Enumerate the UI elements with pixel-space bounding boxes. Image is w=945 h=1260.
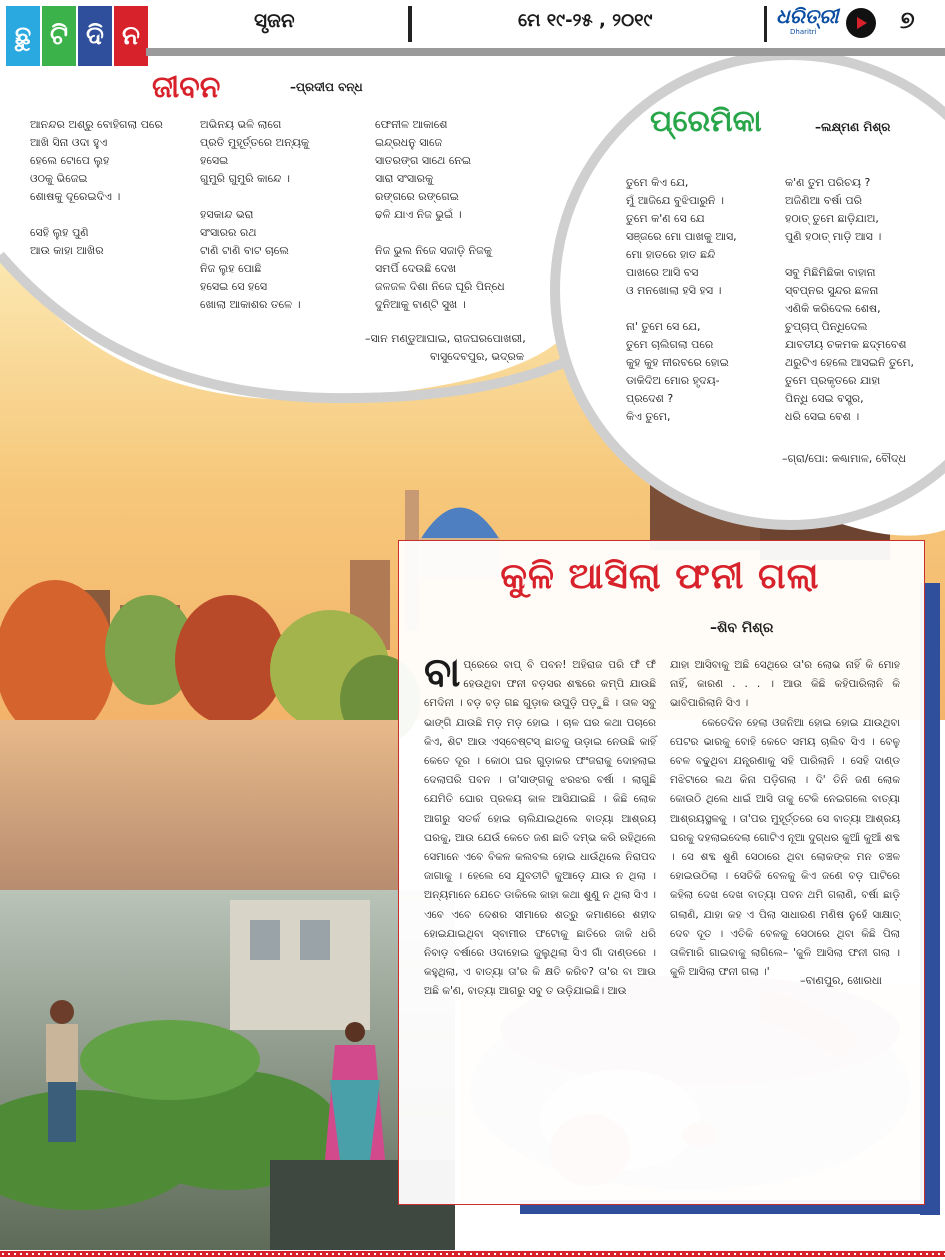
footer-bar [0, 1249, 945, 1260]
footer-dot [674, 1253, 676, 1255]
footer-dot [50, 1253, 52, 1255]
footer-dot [260, 1253, 262, 1255]
poem-line: ଦୁନିଆକୁ ବାଣ୍ଟି ସୁଖ । [375, 298, 466, 311]
footer-dot [602, 1253, 604, 1255]
story-column [670, 656, 900, 982]
stanza-break [375, 224, 505, 242]
footer-dot [788, 1253, 790, 1255]
footer-dot [224, 1253, 226, 1255]
footer-dot [920, 1253, 922, 1255]
footer-dot [734, 1253, 736, 1255]
footer-dot [344, 1253, 346, 1255]
footer-dot [872, 1253, 874, 1255]
story-title: କୁଳି ଆସିଲା ଫନୀ ଗଲା [500, 556, 820, 597]
footer-dot [428, 1253, 430, 1255]
logo-letter: ଦି [78, 6, 112, 66]
brand-subtitle: Dharitri [790, 28, 817, 36]
footer-dot [518, 1253, 520, 1255]
footer-dot [32, 1253, 34, 1255]
footer-dot [710, 1253, 712, 1255]
footer-dot [932, 1253, 934, 1255]
footer-dot [134, 1253, 136, 1255]
footer-dot [848, 1253, 850, 1255]
poem-line: ଗୁମୁରି ଗୁମୁରି କାନ୍ଦେ । [200, 172, 290, 185]
poem-column [30, 116, 163, 260]
poem-line: ନିଜ ଲୁହ ପୋଛି [200, 262, 262, 275]
footer-dot [158, 1253, 160, 1255]
footer-dot [470, 1253, 472, 1255]
footer-dot [902, 1253, 904, 1255]
poem-place-premika: –ଗ୍ରା/ପୋ: କଣ୍ଢାମାଳ, ବୌଦ୍ଧ [782, 452, 907, 465]
poem-line: ସଂସାରର ରଥ [200, 226, 257, 239]
logo-letter: ନ [114, 6, 148, 66]
footer-dot [686, 1253, 688, 1255]
footer-dot [116, 1253, 118, 1255]
footer-dot [836, 1253, 838, 1255]
footer-dot [536, 1253, 538, 1255]
footer-dot [620, 1253, 622, 1255]
poem-place-jeebana: –ସାନ ମଣ୍ଡୁଆଘାଇ, ରାଜଘରପୋଖରୀ, [365, 332, 526, 345]
footer-dot [914, 1253, 916, 1255]
poem-line: ହଠାତ୍ ତୁମେ ଛାଡ଼ିଯାଅ, [785, 212, 879, 225]
footer-dot [20, 1253, 22, 1255]
footer-dot [356, 1253, 358, 1255]
poem-line: ଆନନ୍ଦର ଅଶ୍ରୁ ବୋହିଗଲା ପରେ [30, 118, 163, 131]
footer-dot [302, 1253, 304, 1255]
footer-dot [422, 1253, 424, 1255]
footer-dot [590, 1253, 592, 1255]
footer-dot [560, 1253, 562, 1255]
poem-author-premika: –ଲକ୍ଷ୍ମଣ ମିଶ୍ର [815, 120, 891, 134]
footer-dot [830, 1253, 832, 1255]
footer-dot [626, 1253, 628, 1255]
footer-dot [584, 1253, 586, 1255]
footer-dot [74, 1253, 76, 1255]
footer-dot [740, 1253, 742, 1255]
poem-line: ଆଖି ସିନା ଓଦା ହୁଏ [30, 136, 108, 149]
footer-dot [614, 1253, 616, 1255]
footer-dot [680, 1253, 682, 1255]
footer-dot [824, 1253, 826, 1255]
footer-dot [692, 1253, 694, 1255]
poem-line: ଅଜିଣିଆ ବର୍ଷା ପରି [785, 194, 862, 207]
poem-line: ହସେଇ [200, 154, 229, 167]
footer-dot [122, 1253, 124, 1255]
issue-date: ମେ ୧୯-୨୫ , ୨୦୧୯ [518, 10, 653, 31]
poem-line: ହେଲେ ଟୋପେ ଲୁହ [30, 154, 110, 167]
footer-dot [218, 1253, 220, 1255]
poem-line: ମୁଁ ଆଜିଯେ ବୁଝିପାରୁନି । [626, 194, 724, 207]
footer-dot [650, 1253, 652, 1255]
footer-dot [572, 1253, 574, 1255]
footer-dot [230, 1253, 232, 1255]
poem-author-jeebana: –ପ୍ରଦୀପ ବନ୍ଧ [290, 80, 363, 94]
footer-dot [248, 1253, 250, 1255]
footer-dot [332, 1253, 334, 1255]
footer-dot [242, 1253, 244, 1255]
footer-dot [350, 1253, 352, 1255]
footer-dot [152, 1253, 154, 1255]
footer-dot [764, 1253, 766, 1255]
stanza-break [785, 246, 914, 264]
footer-dot [806, 1253, 808, 1255]
poem-line: ପୁଣି ହଠାତ୍ ମାଡ଼ି ଆସ । [785, 230, 882, 243]
footer-dot [446, 1253, 448, 1255]
poem-line: ସବୁ ମିଛିମିଛିକା ବାହାନା [785, 266, 876, 279]
drop-cap: ବା [424, 650, 461, 696]
footer-dot [860, 1253, 862, 1255]
logo-letter: ଟି [42, 6, 76, 66]
footer-dot [890, 1253, 892, 1255]
story-place: –ବାଣପୁର, ଖୋରଧା [800, 974, 882, 987]
footer-dot [296, 1253, 298, 1255]
poem-line: ଓ ମନଖୋଲା ହସି ହସ । [626, 284, 722, 297]
footer-dot [488, 1253, 490, 1255]
stanza-break [626, 300, 737, 318]
footer-dot [464, 1253, 466, 1255]
footer-dot [644, 1253, 646, 1255]
poem-line: ଡାକିଦିଅ ମୋର ହୃଦୟ- [626, 374, 720, 387]
poem-line: ଥରୁଟିଏ ହେଲେ ଆସଇନି ତୁମେ, [785, 356, 915, 369]
footer-dot [752, 1253, 754, 1255]
footer-dot [410, 1253, 412, 1255]
poem-line: ଏଣିକି କରିଦେଲ ଶେଷ, [785, 302, 881, 315]
masthead [0, 0, 945, 70]
footer-dot [188, 1253, 190, 1255]
poem-line: ନା' ତୁମେ ସେ ଯେ, [626, 320, 701, 333]
poem-line: କିଏ ତୁମେ, [626, 410, 671, 423]
footer-dot [170, 1253, 172, 1255]
footer-dot [206, 1253, 208, 1255]
footer-dot [638, 1253, 640, 1255]
footer-dot [938, 1253, 940, 1255]
poem-line: ତୁମେ କ'ଣ ସେ ଯେ [626, 212, 705, 225]
footer-dot [728, 1253, 730, 1255]
footer-dot [62, 1253, 64, 1255]
poem-line: ଓଠକୁ ଭିଜେଇ [30, 172, 88, 185]
footer-dot [500, 1253, 502, 1255]
footer-dot [110, 1253, 112, 1255]
poem-line: ଖୋଲା ଆକାଶର ତଳେ । [200, 298, 301, 311]
footer-dot [182, 1253, 184, 1255]
footer-dot [314, 1253, 316, 1255]
poem-line: ଫେନୀଳ ଆକାଶେ [375, 118, 448, 131]
footer-dot [548, 1253, 550, 1255]
footer-dot [908, 1253, 910, 1255]
footer-dot [14, 1253, 16, 1255]
footer-dot [212, 1253, 214, 1255]
poem-column [626, 174, 737, 426]
footer-dot [284, 1253, 286, 1255]
footer-dot [338, 1253, 340, 1255]
footer-dot [200, 1253, 202, 1255]
footer-dot [2, 1253, 4, 1255]
footer-dot [272, 1253, 274, 1255]
poem-title-premika: ପ୍ରେମିକା [650, 104, 762, 139]
footer-dot [662, 1253, 664, 1255]
footer-dot [266, 1253, 268, 1255]
footer-dot [776, 1253, 778, 1255]
story-column [424, 650, 656, 1002]
footer-dot [656, 1253, 658, 1255]
footer-dot [68, 1253, 70, 1255]
footer-dot [506, 1253, 508, 1255]
poem-line: ମୋ ହାତରେ ହାତ ଛନ୍ଦି [626, 248, 716, 261]
poem-line: ଜଳଜଳ ଦିଶା ନିଜେ ଘୂରି ପିନ୍ଧେ [375, 280, 505, 293]
footer-dot [104, 1253, 106, 1255]
poem-title-jeebana: ଜୀବନ [152, 70, 221, 105]
section-title: ସୃଜନ [254, 8, 295, 32]
footer-dot [398, 1253, 400, 1255]
poem-line: ତୁମେ ପ୍ରକୃତରେ ଯାହା [785, 374, 881, 387]
poem-line: ଟାଣି ଟାଣି ବାଟ ଚାଲେ [200, 244, 289, 257]
poem-line: ଶୋଷକୁ ଦୂରେଇଦିଏ । [30, 190, 121, 203]
header-bar [146, 48, 945, 56]
story-paragraph: ଯାହା ଆସିବାକୁ ଅଛି ସେଥିରେ ତା'ର ଲୋଭ ନାହିଁ କି ମୋହ ନାହିଁ, କାରଣ . . . । ଆଉ କିଛି କହିପାରିଲାନି କି ଭାବିପାରିଲାନି ସିଏ । [670, 659, 900, 710]
poem-column [200, 116, 309, 314]
footer-dot [524, 1253, 526, 1255]
footer-dot [80, 1253, 82, 1255]
footer-dot [290, 1253, 292, 1255]
stanza-break [30, 206, 163, 224]
poem-line: ସମର୍ପି ଦେଉଛି ଦେଖ [375, 262, 457, 275]
footer-dot [866, 1253, 868, 1255]
footer-dot [818, 1253, 820, 1255]
footer-dot [512, 1253, 514, 1255]
page-number: ୭ [900, 6, 915, 34]
footer-dot [782, 1253, 784, 1255]
footer-dot [746, 1253, 748, 1255]
footer-dot [56, 1253, 58, 1255]
poem-line: ସାରା ସଂସାରକୁ [375, 172, 434, 185]
footer-dot [404, 1253, 406, 1255]
footer-dot [92, 1253, 94, 1255]
footer-dot [308, 1253, 310, 1255]
poem-line: ତୁମେ ଚାଲିଗଲା ପରେ [626, 338, 714, 351]
footer-dot [86, 1253, 88, 1255]
footer-dot [416, 1253, 418, 1255]
poem-line: ଧରି ସେଇ ବେଶ । [785, 410, 860, 423]
poem-line: କ'ଣ ତୁମ ପରିଚୟ ? [785, 176, 871, 189]
footer-dot [770, 1253, 772, 1255]
header-divider [408, 6, 412, 42]
footer-dot [632, 1253, 634, 1255]
poem-line: ସାତରଙ୍ଗ ସାଥେ ନେଇ [375, 154, 472, 167]
footer-dot [878, 1253, 880, 1255]
footer-dot [716, 1253, 718, 1255]
footer-dot [476, 1253, 478, 1255]
poem-line: ଢଳି ଯାଏ ନିଜ ଭୁଇଁ । [375, 208, 462, 221]
poem-line: ପ୍ରଦେଶ ? [626, 392, 674, 405]
poem-line: ହସକାନ୍ଦ ଭରା [200, 208, 254, 221]
footer-dot [704, 1253, 706, 1255]
stanza-break [200, 188, 309, 206]
footer-dot [140, 1253, 142, 1255]
poem-place-jeebana: ବାସୁଦେବପୁର, ଭଦ୍ରକ [430, 350, 525, 363]
story-paragraph: କେତେଦିନ ହେଲା ଓଜନିଆ ହୋଇ ହୋଇ ଯାଉଥିବା ପେଟର ଭାରକୁ ବୋହି କେତେ ସମୟ ଚାଲିବ ସିଏ । ବେଳୁ ବେଳ ବଢୁଥିବା ଯନ୍ତ୍ରଣାକୁ ସହି ପାରିଲାନି । ସେହି ଦାଣ୍ଡ ମଝିଟାରେ ଲଥ କିନା ପଡ଼ିଗଲା । ଦି' ତିନି ଜଣ ଲୋକ କୋଉଠି ଥିଲେ ଧାଇଁ ଆସି ତାକୁ ଟେକି ନେଇଗଲେ ବାତ୍ୟା ଆଶ୍ରୟସ୍ଥଳକୁ । ତା'ପର ମୁହୂର୍ତ୍ତରେ ସେ ବାତ୍ୟା ଆଶ୍ରୟ ଘରକୁ ଦହଲାଇଦେଲା ଗୋଟିଏ ନୂଆ ଦୁଗ୍ଧର କୁଆଁ କୁଆଁ ଶବ୍ଦ । ସେ ଶବ୍ଦ ଶୁଣି ସେଠାରେ ଥିବା ଲୋକଙ୍କ ମନ ଚଞ୍ଚଳ ହୋଇଉଠିଲା । ସେତିକି ବେଳକୁ କିଏ ଜଣେ ବଡ଼ ପାଟିରେ କହିଲା ଦେଖ ଦେଖ ବାତ୍ୟା ପବନ ଥମି ଗଲାଣି, ବର୍ଷା ଛାଡ଼ି ଗଲାଣି, ଯାହା କହ ଏ ପିଲା ସାଧାରଣ ମଣିଷ ନୁହେଁ ସାକ୍ଷାତ୍ ଦେବ ଦୂତ । ଏତିକି ବେଳକୁ ସେଠାରେ ଥିବା କିଛି ପିଲା ତାଳିମାରି ଗାଇବାକୁ ଲାଗିଲେ– 'କୁଳି ଆସିଲା ଫନୀ ଗଲା । କୁଳି ଆସିଲା ଫନୀ ଗଲା ।' [670, 716, 900, 979]
footer-dot [278, 1253, 280, 1255]
poem-line: ସେହି ଲୁହ ପୁଣି [30, 226, 89, 239]
footer-dot [176, 1253, 178, 1255]
poem-line: ସ୍ବପ୍ନର ସୁନ୍ଦର ଛଳନା [785, 284, 879, 297]
footer-dot [554, 1253, 556, 1255]
footer-dot [494, 1253, 496, 1255]
poem-column [375, 116, 505, 314]
footer-dot [26, 1253, 28, 1255]
footer-dot [812, 1253, 814, 1255]
play-icon[interactable] [846, 8, 876, 38]
footer-dot [440, 1253, 442, 1255]
footer-dot [530, 1253, 532, 1255]
footer-dot [596, 1253, 598, 1255]
footer-dot [452, 1253, 454, 1255]
footer-dot [698, 1253, 700, 1255]
brand-logo: ଧରିତ୍ରୀ [776, 4, 839, 28]
footer-dot [44, 1253, 46, 1255]
logo-letter: ଛୁ [6, 6, 40, 66]
story-author: –ଶିବ ମିଶ୍ର [710, 620, 774, 636]
footer-dot [98, 1253, 100, 1255]
poem-line: ରଙ୍ଗରେ ରଙ୍ଗେଇ [375, 190, 459, 203]
footer-dot [254, 1253, 256, 1255]
footer-dot [392, 1253, 394, 1255]
poem-line: ନିଜ ଭୁଲ ନିଜେ ସଜାଡ଼ି ନିଜକୁ [375, 244, 492, 257]
poem-line: ଯାବତୀୟ ଚକମକ ଛଦ୍ମବେଶ [785, 338, 907, 351]
footer-dot [842, 1253, 844, 1255]
footer-dot [542, 1253, 544, 1255]
footer-dot [374, 1253, 376, 1255]
poem-line: ସଞ୍ଜରେ ମୋ ପାଖକୁ ଆସ, [626, 230, 737, 243]
footer-dot [926, 1253, 928, 1255]
footer-dot [8, 1253, 10, 1255]
footer-dot [380, 1253, 382, 1255]
footer-dot [362, 1253, 364, 1255]
footer-dot [794, 1253, 796, 1255]
header-divider [764, 6, 767, 42]
footer-dot [722, 1253, 724, 1255]
footer-dot [326, 1253, 328, 1255]
footer-dot [386, 1253, 388, 1255]
footer-dot [884, 1253, 886, 1255]
poem-line: ପିନ୍ଧି ସେଇ ବସ୍ତ୍ର, [785, 392, 864, 405]
footer-dot [458, 1253, 460, 1255]
poem-line: ହସେଇ ସେ ହସେ [200, 280, 268, 293]
footer-dot [146, 1253, 148, 1255]
footer-dot [854, 1253, 856, 1255]
footer-dot [128, 1253, 130, 1255]
poem-line: ଅଭିନୟ ଭଳି ଲାଗେ [200, 118, 282, 131]
footer-dot [368, 1253, 370, 1255]
footer-dot [608, 1253, 610, 1255]
footer-dot [578, 1253, 580, 1255]
footer-dot [434, 1253, 436, 1255]
poem-line: ଚୁପ୍‌ଚାପ୍ ପିନ୍ଧିଦେଲ [785, 320, 868, 333]
story-paragraph: ପ୍ରେରେ ବାପ୍ ବି ପବନ! ଅହିରାଜ ପରି ଫଁ ଫଁ ହେଉଥିବା ଫନୀ ବଡ଼ସର ଶବ୍ଦରେ କମ୍ପି ଯାଉଛି ମେଦିନୀ । ବଡ଼ ବଡ଼ ଗଛ ଗୁଡ଼ାକ ଉପୁଡ଼ି ପଡ଼ୁଛି । ତାଳ ସବୁ ଭାଙ୍ଗି ଯାଉଛି ମଡ଼ ମଡ଼ ହୋଇ । ଚାଳ ଘର କଥା ପଚାରେ କିଏ, ଶିଟ ଆଉ ଏସ୍‌ବେଷ୍ଟସ୍ ଛାତକୁ ଉଡ଼ାଇ ନେଉଛି କାହିଁ କେତେ ଦୂର । କୋଠା ଘର ଗୁଡ଼ାକର ଫଂଜରାକୁ ଦୋହଲାଇ ଦେଲାପରି ପବନ । ତା'ସାଙ୍ଗକୁ ଝରଝର ବର୍ଷା । ଲାଗୁଛି ଯେମିତି ଘୋର ପ୍ରଳୟ କାଳ ଆସିଯାଇଛି । କିଛି ଲୋକ ଆଗରୁ ସତର୍କ ହୋଇ ଚାଲିଯାଇଥିଲେ ବାତ୍ୟା ଆଶ୍ରୟ ଘରକୁ, ଆଉ ଯେଉଁ କେତେ ଜଣ ଛାତି ଦମ୍ଭ କରି ରହିଥିଲେ ସେମାନେ ଏବେ ବିକଳ କଲବଲ ହୋଇ ଧାଉଁଥିଲେ ନିରାପଦ ଜାଗାକୁ । ହେଲେ ସେ ଯୁବତୀଟି କୁଆଡ଼େ ଯାଉ ନ ଥିଲା । ଅନ୍ୟମାନେ ଯେତେ ଡାକିଲେ କାହା କଥା ଶୁଣୁ ନ ଥିଲା ସିଏ । ଏବେ ଏବେ ଦେଶର ସୀମାରେ ଶତ୍ରୁ କମାଣରେ ଶହୀଦ ହୋଇଯାଇଥିବା ସ୍ବାମୀର ଫଟୋକୁ ଛାତିରେ ଜାକି ଧରି ନିବାଡ଼ ବର୍ଷାରେ ଓଦାହୋଇ ଜୁଲୁଥିଲା ସିଏ ଗାଁ ଦାଣ୍ଡରେ । କହୁଥିଲା, ଏ ବାତ୍ୟା ତା'ର କି କ୍ଷତି କରିବ? ତା'ର ବା ଆଉ ଅଛି କ'ଣ, ବାତ୍ୟା ଆଗରୁ ସବୁ ତ ଉଡ଼ିଯାଇଛି। ଆଉ [424, 659, 656, 998]
footer-dot [482, 1253, 484, 1255]
poem-line: ପାଖରେ ଆସି ବସ [626, 266, 699, 279]
footer-dot [758, 1253, 760, 1255]
footer-dot [896, 1253, 898, 1255]
poem-line: ଆଉ କାହା ଆଖିର [30, 244, 104, 257]
footer-dot [38, 1253, 40, 1255]
footer-dot [320, 1253, 322, 1255]
footer-dot [800, 1253, 802, 1255]
footer-dot [164, 1253, 166, 1255]
poem-line: ପ୍ରତି ମୁହୂର୍ତ୍ତରେ ଅନ୍ୟକୁ [200, 136, 310, 149]
poem-column [785, 174, 914, 426]
footer-dot [668, 1253, 670, 1255]
poem-line: ତୁମେ କିଏ ଯେ, [626, 176, 689, 189]
footer-dot [236, 1253, 238, 1255]
footer-dot [194, 1253, 196, 1255]
poem-line: କୁହ କୁହ ନୀରବରେ ହୋଇ [626, 356, 729, 369]
footer-dot [566, 1253, 568, 1255]
poem-line: ଇନ୍ଦ୍ରଧନୁ ସାଜେ [375, 136, 443, 149]
